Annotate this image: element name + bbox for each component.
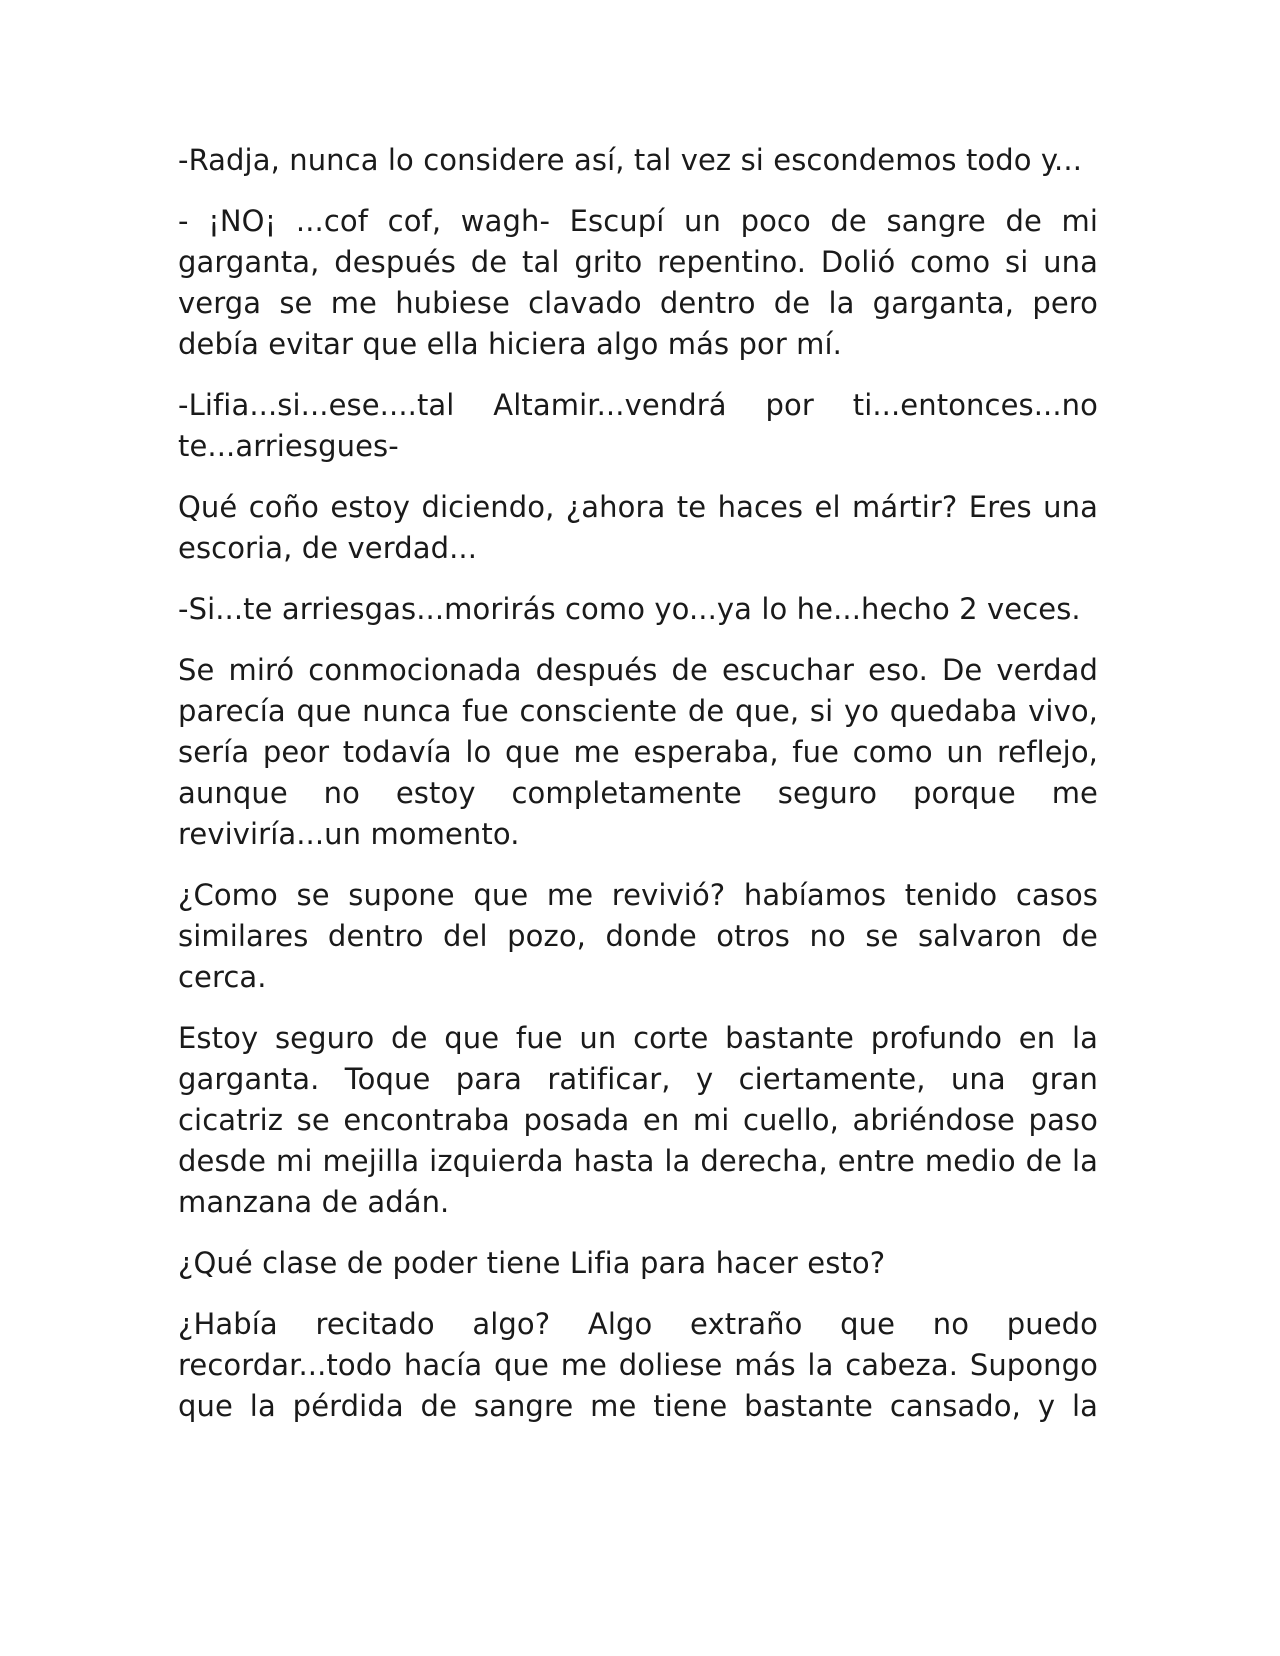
document-page bbox=[178, 140, 1098, 1427]
paragraph: Estoy seguro de que fue un corte bastante profundo en la garganta. Toque para ratificar, y ciertamente, una gran cicatriz se encontraba posada en mi cuello, abriéndose paso desde mi mejilla izquierda hasta la derecha, entre medio de la manzana de adán. bbox=[178, 1021, 1098, 1219]
paragraph: -Si...te arriesgas...morirás como yo...ya lo he...hecho 2 veces. bbox=[178, 592, 1081, 626]
paragraph: - ¡NO¡ ...cof cof, wagh- Escupí un poco de sangre de mi garganta, después de tal grito repentino. Dolió como si una verga se me hubiese clavado dentro de la garganta, pero debía evitar que ella hiciera algo más por mí. bbox=[178, 204, 1098, 361]
paragraph: -Lifia...si...ese....tal Altamir...vendrá por ti...entonces...no te...arriesgues- bbox=[178, 388, 1098, 463]
paragraph: -Radja, nunca lo considere así, tal vez si escondemos todo y... bbox=[178, 143, 1083, 177]
paragraph: ¿Como se supone que me revivió? habíamos tenido casos similares dentro del pozo, donde otros no se salvaron de cerca. bbox=[178, 878, 1098, 994]
paragraph: Qué coño estoy diciendo, ¿ahora te haces el mártir? Eres una escoria, de verdad... bbox=[178, 490, 1098, 565]
paragraph: ¿Había recitado algo? Algo extraño que no puedo recordar...todo hacía que me doliese más la cabeza. Supongo que la pérdida de sangre me tiene bastante cansado, y la bbox=[178, 1307, 1098, 1423]
paragraph: Se miró conmocionada después de escuchar eso. De verdad parecía que nunca fue consciente de que, si yo quedaba vivo, sería peor todavía lo que me esperaba, fue como un reflejo, aunque no estoy completamente seguro porque me reviviría...un momento. bbox=[178, 653, 1098, 851]
paragraph: ¿Qué clase de poder tiene Lifia para hacer esto? bbox=[178, 1246, 886, 1280]
